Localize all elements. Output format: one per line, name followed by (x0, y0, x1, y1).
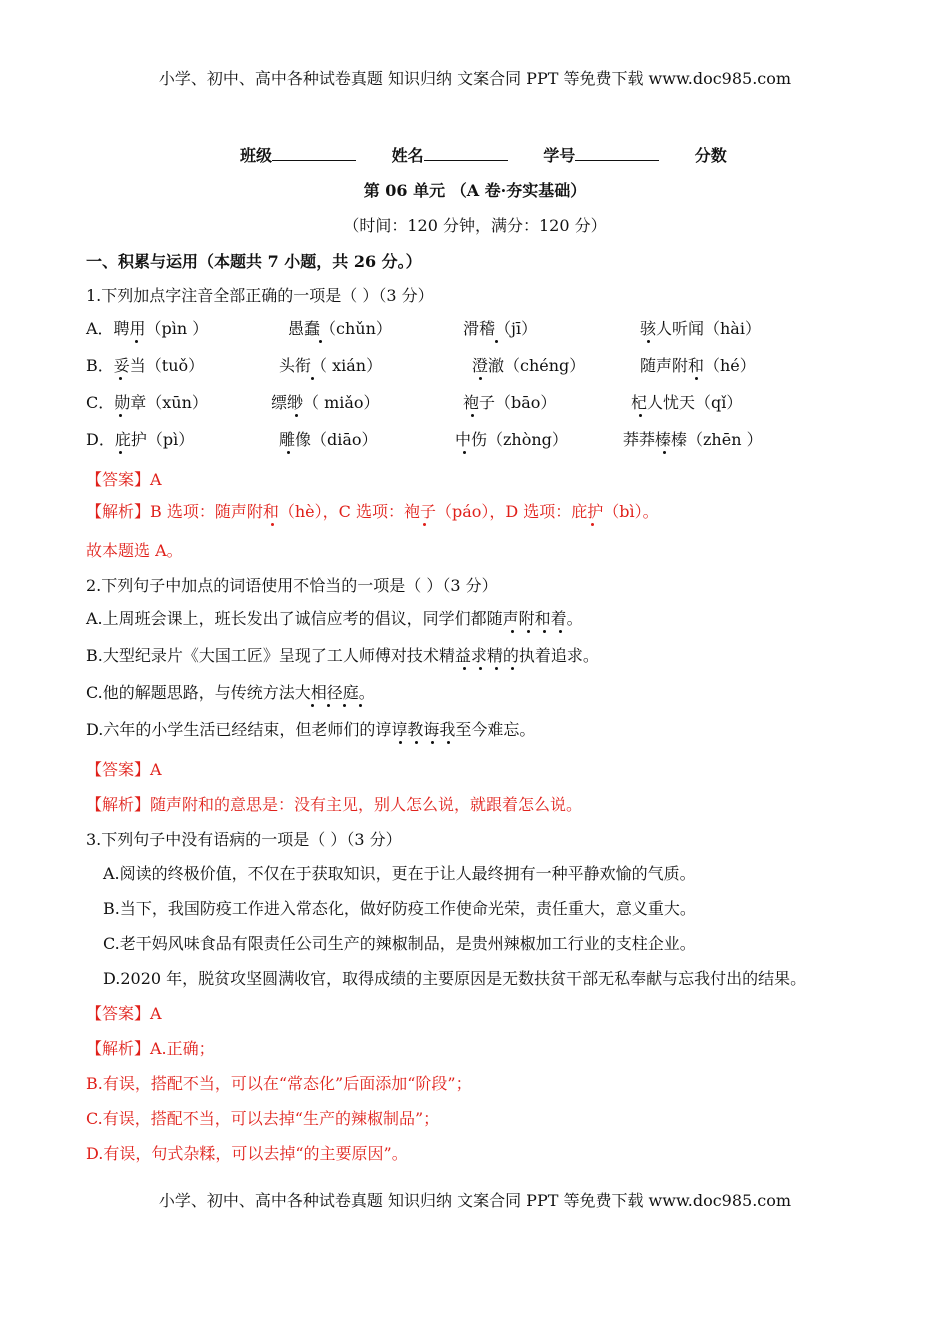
emphasis-dot (527, 630, 530, 633)
q1-option-c3: 袍子（bāo） (463, 393, 557, 412)
q2-option-a: A.上周班会课上，班长发出了诚信应考的倡议，同学们都随声附和着。 (86, 609, 583, 628)
q1-option-c2: 缥缈（ miǎo） (271, 393, 380, 412)
q1-option-a1: A．聘用（pìn ） (86, 319, 209, 338)
emphasis-dot (511, 667, 514, 670)
q1-option-c4: 杞人忧天（qǐ） (631, 393, 743, 412)
emphasis-dot (119, 414, 122, 417)
q3-option-c: C.老干妈风味食品有限责任公司生产的辣椒制品，是贵州辣椒加工行业的支柱企业。 (103, 934, 696, 953)
emphasis-dot (511, 630, 514, 633)
emphasis-dot (647, 340, 650, 343)
q3-option-a: A.阅读的终极价值，不仅在于获取知识，更在于让人最终拥有一种平静欢愉的气质。 (103, 864, 696, 883)
q1-stem: 1.下列加点字注音全部正确的一项是（ ）（3 分） (86, 286, 434, 305)
score-label: 分数 (694, 146, 727, 165)
emphasis-dot (311, 704, 314, 707)
name-label: 姓名 (391, 146, 424, 165)
q2-stem: 2.下列句子中加点的词语使用不恰当的一项是（ ）（3 分） (86, 576, 498, 595)
emphasis-dot (591, 523, 594, 526)
emphasis-dot (663, 451, 666, 454)
q1-option-b2: 头衔（ xián） (279, 356, 383, 375)
q1-option-a2: 愚蠢（chǔn） (288, 319, 392, 338)
header-banner: 小学、初中、高中各种试卷真题 知识归纳 文案合同 PPT 等免费下载 www.doc985.com (158, 69, 792, 88)
emphasis-dot (287, 451, 290, 454)
emphasis-dot (639, 414, 642, 417)
q1-conclusion: 故本题选 A。 (86, 541, 183, 560)
emphasis-dot (119, 451, 122, 454)
emphasis-dot (463, 667, 466, 670)
q1-option-d4: 莽莽榛榛（zhēn ） (623, 430, 763, 449)
emphasis-dot (431, 741, 434, 744)
q2-option-c: C.他的解题思路，与传统方法大相径庭。 (86, 683, 375, 702)
emphasis-dot (415, 741, 418, 744)
q1-option-d2: 雕像（diāo） (279, 430, 378, 449)
q1-analysis: 【解析】B 选项：随声附和（hè），C 选项：袍子（páo），D 选项：庇护（bì）。 (86, 502, 659, 521)
class-label: 班级 (240, 146, 273, 165)
q1-option-c1: C．勋章（xūn） (86, 393, 208, 412)
emphasis-dot (463, 451, 466, 454)
q3-analysis-line: D.有误，句式杂糅，可以去掉“的主要原因”。 (86, 1144, 408, 1163)
q3-analysis-line: C.有误，搭配不当，可以去掉“生产的辣椒制品”； (86, 1109, 440, 1128)
emphasis-dot (135, 340, 138, 343)
q1-option-b3: 澄澈（chéng） (472, 356, 586, 375)
id-blank[interactable] (575, 146, 659, 161)
q2-analysis: 【解析】随声附和的意思是：没有主见，别人怎么说，就跟着怎么说。 (86, 795, 583, 814)
emphasis-dot (471, 414, 474, 417)
q2-option-b: B.大型纪录片《大国工匠》呈现了工人师傅对技术精益求精的执着追求。 (86, 646, 599, 665)
q1-option-a3: 滑稽（jī） (463, 319, 538, 338)
emphasis-dot (447, 741, 450, 744)
emphasis-dot (423, 523, 426, 526)
emphasis-dot (311, 377, 314, 380)
q3-analysis-line: B.有误，搭配不当，可以在“常态化”后面添加“阶段”； (86, 1074, 472, 1093)
emphasis-dot (343, 704, 346, 707)
student-info (240, 146, 727, 166)
class-blank[interactable] (272, 146, 356, 161)
emphasis-dot (695, 377, 698, 380)
q3-option-d: D.2020 年，脱贫攻坚圆满收官，取得成绩的主要原因是无数扶贫干部无私奉献与忘我付出的结果。 (103, 969, 807, 988)
emphasis-dot (327, 704, 330, 707)
q3-stem: 3.下列句子中没有语病的一项是（ ）（3 分） (86, 830, 402, 849)
q1-option-b4: 随声附和（hé） (640, 356, 756, 375)
emphasis-dot (271, 523, 274, 526)
emphasis-dot (479, 377, 482, 380)
q1-option-a4: 骇人听闻（hài） (640, 319, 761, 338)
emphasis-dot (295, 414, 298, 417)
q2-answer: 【答案】A (86, 760, 162, 779)
q1-option-d1: D．庇护（pì） (86, 430, 195, 449)
emphasis-dot (543, 630, 546, 633)
emphasis-dot (359, 704, 362, 707)
q1-answer: 【答案】A (86, 470, 162, 489)
q1-option-b1: B．妥当（tuǒ） (86, 356, 205, 375)
emphasis-dot (559, 630, 562, 633)
page-title: 第 06 单元 （A 卷·夯实基础） (363, 181, 587, 200)
footer-banner: 小学、初中、高中各种试卷真题 知识归纳 文案合同 PPT 等免费下载 www.doc985.com (158, 1191, 792, 1210)
q3-answer: 【答案】A (86, 1004, 162, 1023)
name-blank[interactable] (424, 146, 508, 161)
id-label: 学号 (543, 146, 576, 165)
q3-analysis-line: 【解析】A.正确； (86, 1039, 215, 1058)
q2-option-d: D.六年的小学生活已经结束，但老师们的谆谆教诲我至今难忘。 (86, 720, 536, 739)
q1-option-d3: 中伤（zhòng） (455, 430, 568, 449)
emphasis-dot (479, 667, 482, 670)
emphasis-dot (495, 667, 498, 670)
section-heading: 一、积累与运用（本题共 7 小题，共 26 分。） (86, 252, 422, 271)
q3-option-b: B.当下，我国防疫工作进入常态化，做好防疫工作使命光荣，责任重大，意义重大。 (103, 899, 696, 918)
emphasis-dot (399, 741, 402, 744)
emphasis-dot (495, 340, 498, 343)
emphasis-dot (319, 340, 322, 343)
emphasis-dot (119, 377, 122, 380)
page-subtitle: （时间：120 分钟，满分：120 分） (343, 216, 607, 235)
